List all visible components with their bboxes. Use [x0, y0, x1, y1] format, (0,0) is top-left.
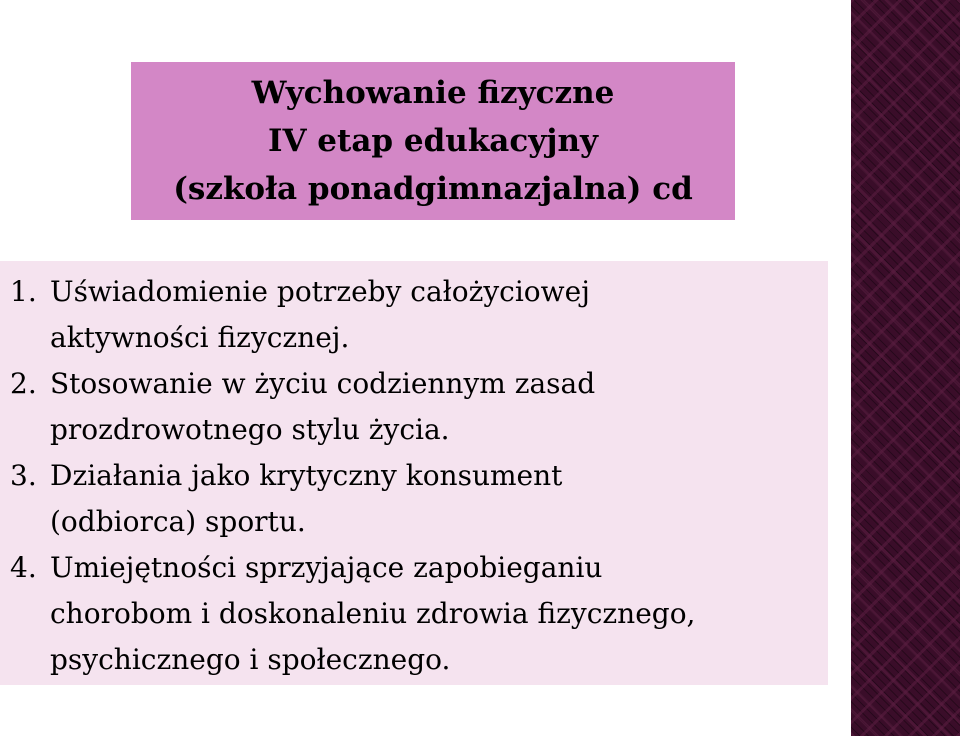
- list-item-text: chorobom i doskonaleniu zdrowia fizycznego,: [50, 597, 696, 630]
- list-item: [0, 361, 828, 453]
- title-line-2: IV etap edukacyjny: [267, 123, 599, 159]
- list-item-text: (odbiorca) sportu.: [50, 505, 306, 538]
- list-item-number: 1.: [10, 275, 37, 308]
- list-item-text: aktywności fizycznej.: [50, 321, 350, 354]
- list-item: [0, 269, 828, 361]
- title-box: [131, 62, 735, 220]
- list-item-text: prozdrowotnego stylu życia.: [50, 413, 450, 446]
- list-item: [0, 453, 828, 545]
- list-item-text: Stosowanie w życiu codziennym zasad: [50, 367, 596, 400]
- list-item-text: Działania jako krytyczny konsument: [50, 459, 563, 492]
- list-item-text: psychicznego i społecznego.: [50, 643, 451, 676]
- list-item: [0, 545, 828, 683]
- list-item-text: Umiejętności sprzyjające zapobieganiu: [50, 551, 603, 584]
- list-item-number: 4.: [10, 551, 37, 584]
- list-item-number: 2.: [10, 367, 37, 400]
- title-line-1: Wychowanie fizyczne: [251, 75, 615, 111]
- list-item-number: 3.: [10, 459, 37, 492]
- content-box: [0, 261, 828, 685]
- title-line-3: (szkoła ponadgimnazjalna) cd: [173, 171, 693, 207]
- decorative-side-band: [851, 0, 960, 736]
- list-item-text: Uświadomienie potrzeby całożyciowej: [50, 275, 590, 308]
